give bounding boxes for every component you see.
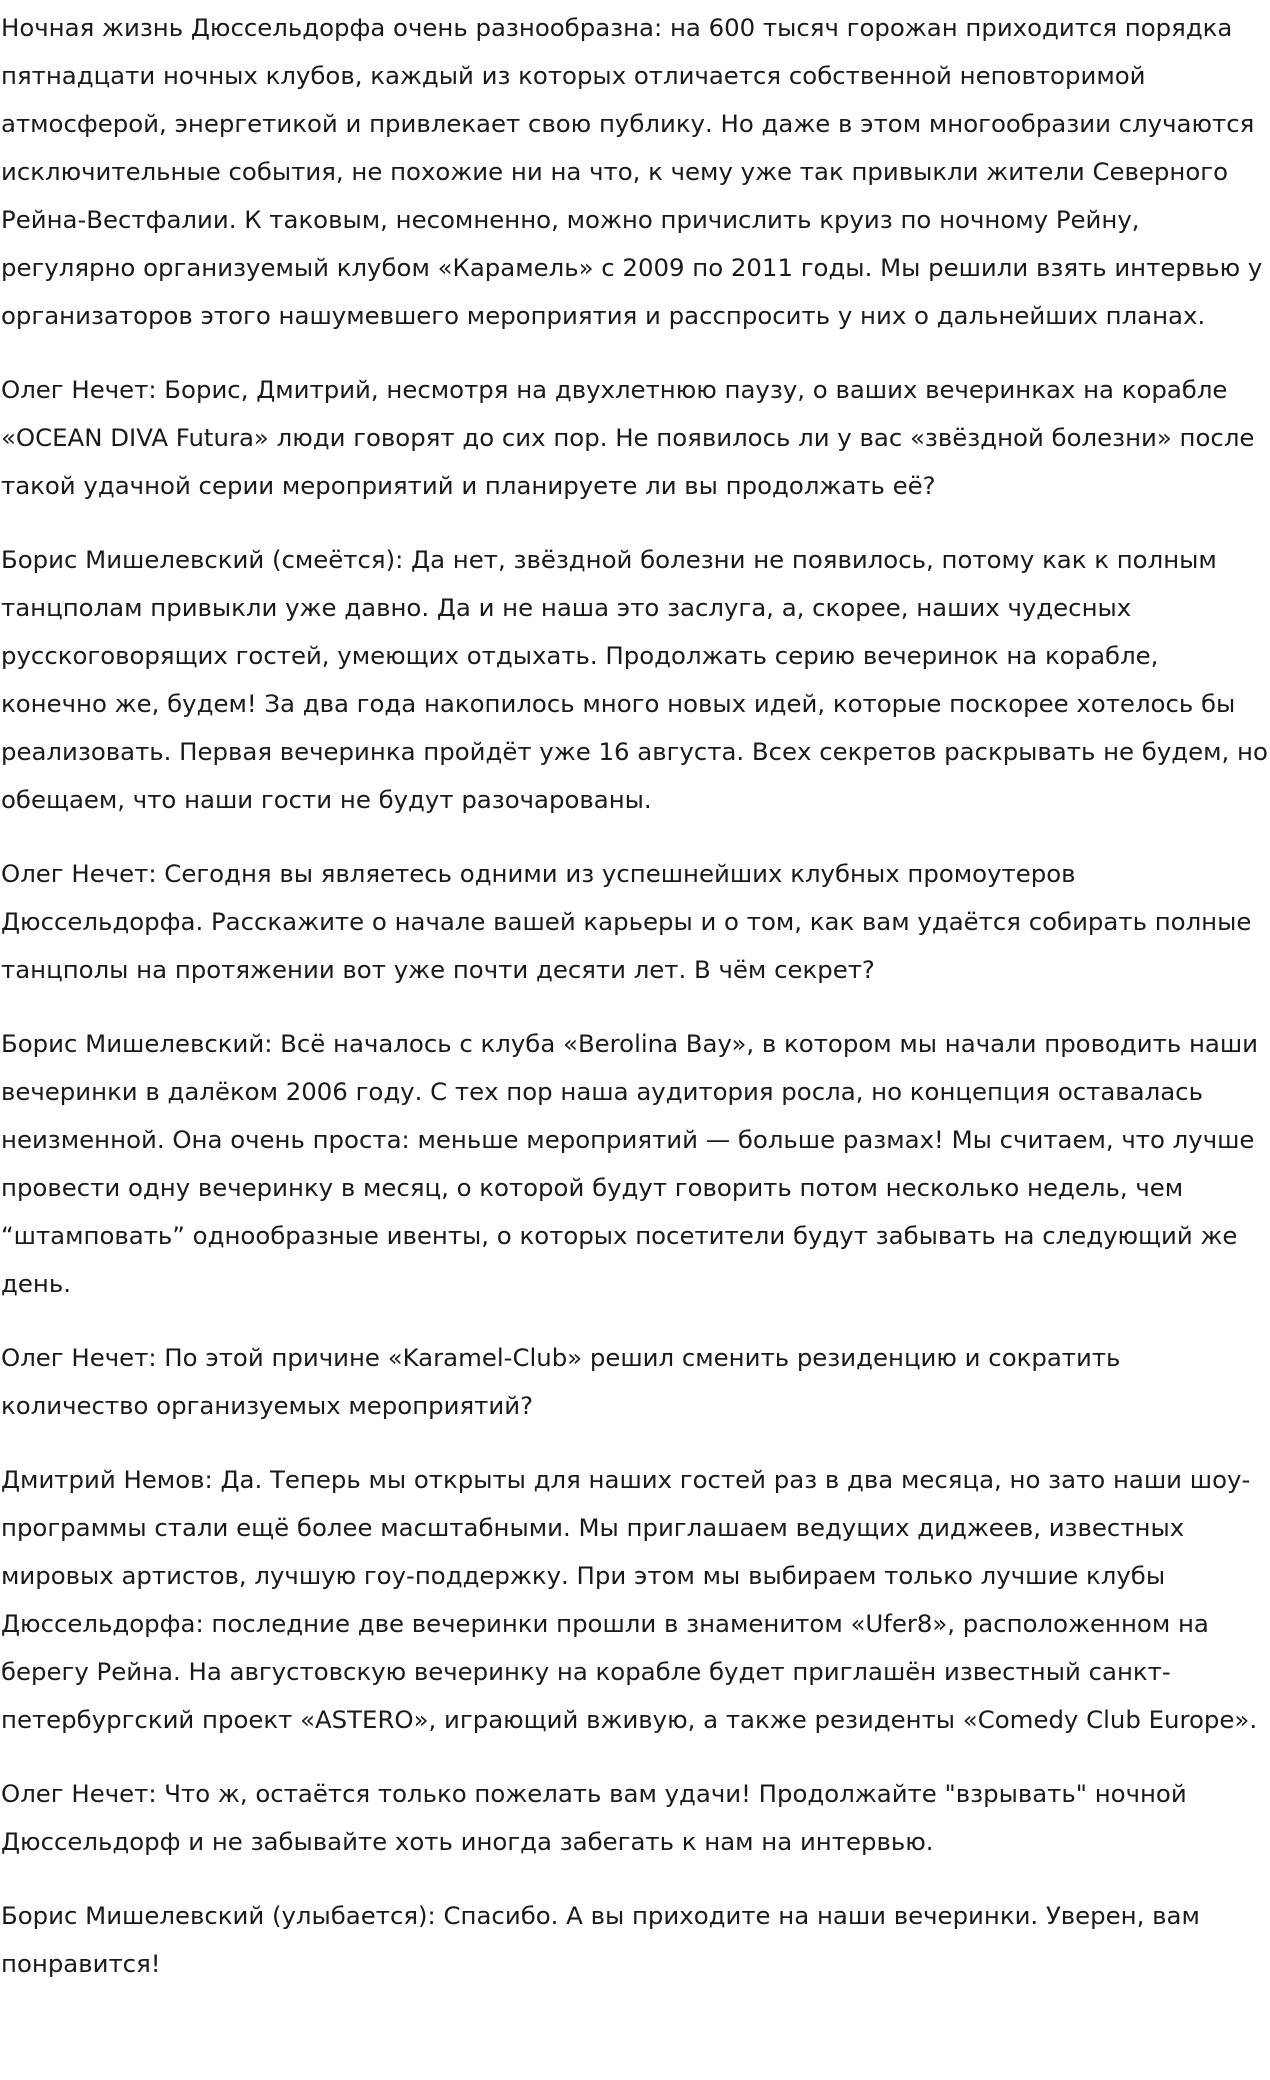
interview-question-1: Олег Нечет: Борис, Дмитрий, несмотря на двухлетнюю паузу, о ваших вечеринках на корабле «OCEAN DIVA Futura» люди говорят до сих пор. Не появилось ли у вас «звёздной болезни» после такой удачной серии мероприятий и планируете ли вы продолжать её?	[1, 375, 1255, 500]
interview-question-4: Олег Нечет: Что ж, остаётся только пожелать вам удачи! Продолжайте "взрывать" ночной Дюссельдорф и не забывайте хоть иногда забегать к нам на интервью.	[1, 1779, 1187, 1856]
interview-answer-1: Борис Мишелевский (смеётся): Да нет, звёздной болезни не появилось, потому как к полным танцполам привыкли уже давно. Да и не наша это заслуга, а, скорее, наших чудесных русскоговорящих гостей, умеющих отдыхать. Продолжать серию вечеринок на корабле, конечно же, будем! За два года накопилось много новых идей, которые поскорее хотелось бы реализовать. Первая вечеринка пройдёт уже 16 августа. Всех секретов раскрывать не будем, но обещаем, что наши гости не будут разочарованы.	[1, 545, 1268, 814]
article-body	[0, 4, 1270, 2014]
interview-question-2: Олег Нечет: Сегодня вы являетесь одними из успешнейших клубных промоутеров Дюссельдорфа. Расскажите о начале вашей карьеры и о том, как вам удаётся собирать полные танцполы на протяжении вот уже почти десяти лет. В чём секрет?	[1, 859, 1252, 984]
interview-question-3: Олег Нечет: По этой причине «Karamel-Club» решил сменить резиденцию и сократить количество организуемых мероприятий?	[1, 1343, 1121, 1420]
intro-paragraph: Ночная жизнь Дюссельдорфа очень разнообразна: на 600 тысяч горожан приходится порядка пятнадцати ночных клубов, каждый из которых отличается собственной неповторимой атмосферой, энергетикой и привлекает свою публику. Но даже в этом многообразии случаются исключительные события, не похожие ни на что, к чему уже так привыкли жители Северного Рейна-Вестфалии. К таковым, несомненно, можно причислить круиз по ночному Рейну, регулярно организуемый клубом «Карамель» с 2009 по 2011 годы. Мы решили взять интервью у организаторов этого нашумевшего мероприятия и расспросить у них о дальнейших планах.	[1, 13, 1263, 330]
interview-answer-3: Дмитрий Немов: Да. Теперь мы открыты для наших гостей раз в два месяца, но зато наши шоу-программы стали ещё более масштабными. Мы приглашаем ведущих диджеев, известных мировых артистов, лучшую гоу-поддержку. При этом мы выбираем только лучшие клубы Дюссельдорфа: последние две вечеринки прошли в знаменитом «Ufer8», расположенном на берегу Рейна. На августовскую вечеринку на корабле будет приглашён известный санкт-петербургский проект «ASTERO», играющий вживую, а также резиденты «Comedy Club Europe».	[1, 1465, 1258, 1734]
interview-answer-4: Борис Мишелевский (улыбается): Спасибо. А вы приходите на наши вечеринки. Уверен, вам понравится!	[1, 1901, 1200, 1978]
interview-answer-2: Борис Мишелевский: Всё началось с клуба «Berolina Bay», в котором мы начали проводить наши вечеринки в далёком 2006 году. С тех пор наша аудитория росла, но концепция оставалась неизменной. Она очень проста: меньше мероприятий — больше размах! Мы считаем, что лучше провести одну вечеринку в месяц, о которой будут говорить потом несколько недель, чем “штамповать” однообразные ивенты, о которых посетители будут забывать на следующий же день.	[1, 1029, 1259, 1298]
